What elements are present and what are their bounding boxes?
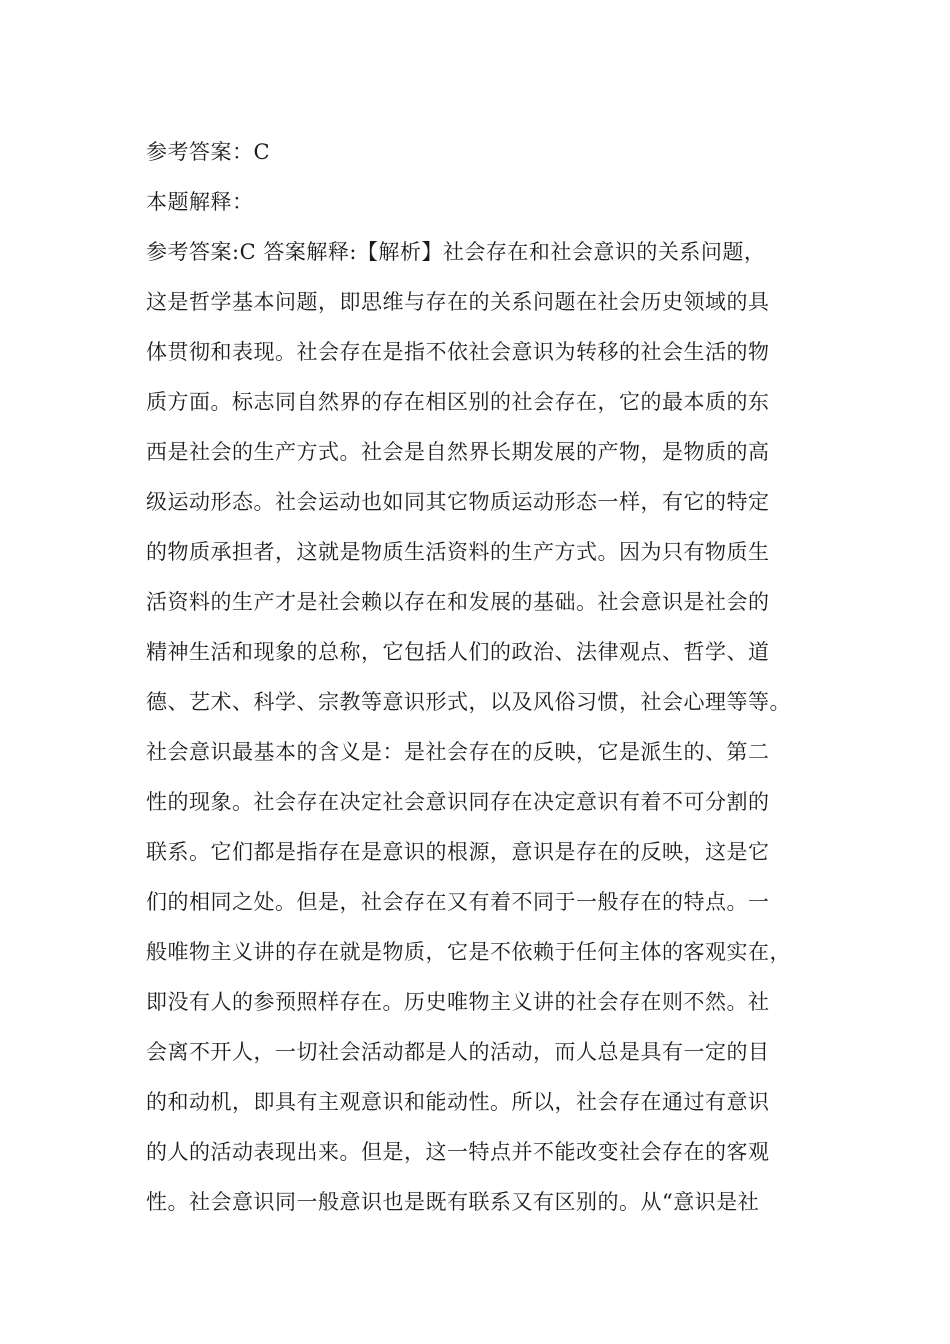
body-line: 的和动机，即具有主观意识和能动性。所以，社会存在通过有意识: [146, 1090, 770, 1114]
body-line: 会离不开人，一切社会活动都是人的活动，而人总是具有一定的目: [146, 1040, 770, 1064]
body-line: 活资料的生产才是社会赖以存在和发展的基础。社会意识是社会的: [146, 590, 770, 614]
body-line: 级运动形态。社会运动也如同其它物质运动形态一样，有它的特定: [146, 490, 770, 514]
body-line: 参考答案:C 答案解释:【解析】社会存在和社会意识的关系问题，: [146, 240, 766, 264]
explanation-heading: 本题解释：: [146, 190, 254, 214]
body-line: 即没有人的参预照样存在。历史唯物主义讲的社会存在则不然。社: [146, 990, 770, 1014]
body-line: 们的相同之处。但是，社会存在又有着不同于一般存在的特点。一: [146, 890, 770, 914]
body-line: 联系。它们都是指存在是意识的根源，意识是存在的反映，这是它: [146, 840, 770, 864]
body-line: 这是哲学基本问题，即思维与存在的关系问题在社会历史领域的具: [146, 290, 770, 314]
body-line: 般唯物主义讲的存在就是物质，它是不依赖于任何主体的客观实在，: [146, 940, 791, 964]
body-line: 的人的活动表现出来。但是，这一特点并不能改变社会存在的客观: [146, 1140, 770, 1164]
body-line: 西是社会的生产方式。社会是自然界长期发展的产物，是物质的高: [146, 440, 770, 464]
body-line: 社会意识最基本的含义是：是社会存在的反映，它是派生的、第二: [146, 740, 770, 764]
answer-line: 参考答案：C: [146, 140, 271, 164]
body-line: 体贯彻和表现。社会存在是指不依社会意识为转移的社会生活的物: [146, 340, 770, 364]
body-line: 的物质承担者，这就是物质生活资料的生产方式。因为只有物质生: [146, 540, 770, 564]
body-line: 质方面。标志同自然界的存在相区别的社会存在，它的最本质的东: [146, 390, 770, 414]
body-line: 精神生活和现象的总称，它包括人们的政治、法律观点、哲学、道: [146, 640, 770, 664]
body-line: 性。社会意识同一般意识也是既有联系又有区别的。从“意识是社: [146, 1190, 760, 1214]
body-line: 性的现象。社会存在决定社会意识同存在决定意识有着不可分割的: [146, 790, 770, 814]
body-line: 德、艺术、科学、宗教等意识形式，以及风俗习惯，社会心理等等。: [146, 690, 791, 714]
